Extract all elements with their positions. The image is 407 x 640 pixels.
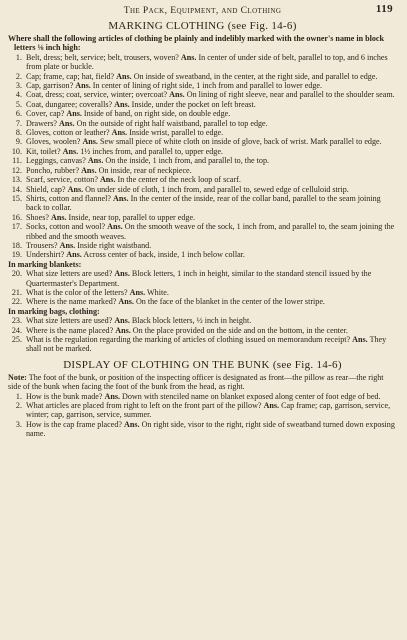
list-item bbox=[8, 250, 397, 259]
question-text: Where is the name placed? bbox=[26, 325, 114, 335]
answer-label: Ans. bbox=[107, 222, 123, 232]
question-text: Leggings, canvas? bbox=[26, 156, 86, 166]
section-title-display-bunk: DISPLAY OF CLOTHING ON THE BUNK (see Fig. 14-6) bbox=[63, 358, 342, 371]
answer-text: In the center of the inside, rear of the collar band, parallel to the seam joining back to collar. bbox=[26, 193, 381, 213]
answer-label: Ans. bbox=[118, 297, 134, 307]
item-number: 15. bbox=[11, 193, 22, 203]
answer-text: On inside, rear of neckpiece. bbox=[98, 165, 192, 175]
answer-text: Inside, near top, parallel to upper edge. bbox=[68, 212, 196, 222]
answer-text: Sew small piece of white cloth on inside of glove, back of wrist. Mark parallel to edge. bbox=[100, 137, 382, 147]
answer-label: Ans. bbox=[352, 335, 368, 344]
list-item bbox=[8, 128, 397, 137]
question-text: What is the color of the letters? bbox=[26, 287, 128, 297]
item-number: 18. bbox=[11, 240, 22, 250]
answer-text: On the face of the blanket in the center of the lower stripe. bbox=[135, 297, 325, 307]
question-text: What is the regulation regarding the marking of articles of clothing issued on memorandum receipt? bbox=[26, 335, 351, 344]
item-number: 3. bbox=[15, 419, 22, 429]
answer-label: Ans. bbox=[82, 137, 98, 147]
section-intro: Where shall the following articles of clothing be plainly and indelibly marked with the owner's name in block letters ⅛ inch high: bbox=[8, 34, 385, 53]
question-text: Kit, toilet? bbox=[26, 146, 61, 156]
item-number: 2. bbox=[15, 401, 22, 411]
list-item bbox=[8, 147, 397, 156]
item-number: 4. bbox=[15, 90, 22, 100]
answer-label: Ans. bbox=[114, 99, 130, 109]
answer-text: Cap frame; cap, garrison, service, winter; cap, garrison, service, summer. bbox=[26, 401, 391, 420]
note-text: The foot of the bunk, or position of the inspecting officer is designated as front—the pillow as rear—the right side of the bunk when facing the foot of the bunk from the head, as right. bbox=[8, 372, 384, 392]
answer-text: Inside wrist, parallel to edge. bbox=[129, 128, 224, 138]
item-number: 8. bbox=[15, 128, 22, 138]
question-text: Scarf, service, cotton? bbox=[26, 175, 98, 185]
answer-text: In center of lining of right side, 1 inch from and parallel to lower edge. bbox=[92, 81, 323, 91]
item-number: 23. bbox=[11, 316, 22, 326]
list-item bbox=[8, 109, 397, 118]
answer-label: Ans. bbox=[67, 184, 84, 194]
question-text: Coat, dress; coat, service, winter; overcoat? bbox=[26, 90, 168, 100]
item-number: 17. bbox=[11, 222, 22, 232]
item-number: 16. bbox=[11, 212, 22, 222]
question-text: Poncho, rubber? bbox=[26, 165, 80, 175]
question-text: Where is the name marked? bbox=[26, 297, 117, 307]
answer-text: Down with stenciled name on blanket exposed along center of foot edge of bed. bbox=[122, 391, 381, 401]
answer-text: In center of under side of belt, parallel to top, and 6 inches from plate or buckle. bbox=[26, 52, 388, 72]
question-text: How is the bunk made? bbox=[26, 391, 103, 401]
answer-label: Ans. bbox=[180, 52, 197, 62]
question-text: How is the cap frame placed? bbox=[26, 419, 122, 429]
item-number: 24. bbox=[11, 325, 22, 335]
list-item bbox=[8, 297, 397, 306]
answer-text: Inside, under the pocket on left breast. bbox=[131, 99, 256, 109]
item-number: 5. bbox=[15, 99, 22, 109]
question-text: Undershirt? bbox=[26, 250, 65, 260]
list-item bbox=[8, 213, 397, 222]
running-head-title: The Pack, Equipment, and Clothing bbox=[123, 5, 282, 16]
item-number: 10. bbox=[11, 146, 22, 156]
running-head bbox=[8, 3, 397, 19]
answer-text: Inside of band, on right side, on double edge. bbox=[83, 109, 231, 119]
item-number: 22. bbox=[11, 297, 22, 307]
item-number: 9. bbox=[15, 137, 22, 147]
item-number: 7. bbox=[15, 118, 22, 128]
question-text: What size letters are used? bbox=[26, 316, 113, 326]
page-number: 119 bbox=[375, 3, 393, 15]
answer-label: Ans. bbox=[129, 287, 146, 297]
answer-text: They shall not be marked. bbox=[26, 335, 387, 354]
answer-label: Ans. bbox=[114, 316, 130, 326]
item-number: 25. bbox=[11, 335, 22, 344]
answer-label: Ans. bbox=[114, 269, 130, 279]
answer-text: On the inside, 1 inch from, and parallel to, the top. bbox=[105, 156, 270, 166]
question-text: Cap; frame, cap; hat, field? bbox=[26, 71, 115, 81]
list-item bbox=[8, 222, 397, 241]
marking-bags-list bbox=[8, 316, 397, 354]
marking-blankets-list bbox=[8, 269, 397, 307]
list-item bbox=[8, 100, 397, 109]
answer-text: On right side, visor to the right, right side of sweatband turned down exposing name. bbox=[26, 419, 395, 439]
display-note bbox=[8, 373, 397, 392]
question-text: Cap, garrison? bbox=[26, 81, 74, 91]
answer-label: Ans. bbox=[50, 212, 67, 222]
subhead-bags: In marking bags, clothing: bbox=[8, 306, 100, 316]
answer-label: Ans. bbox=[87, 156, 104, 166]
question-text: Trousers? bbox=[26, 240, 58, 250]
list-item bbox=[8, 119, 397, 128]
item-number: 21. bbox=[11, 287, 22, 297]
item-number: 12. bbox=[11, 165, 22, 175]
item-number: 3. bbox=[15, 81, 22, 91]
list-item bbox=[8, 401, 397, 420]
question-text: Shirts, cotton and flannel? bbox=[26, 193, 111, 203]
answer-label: Ans. bbox=[66, 250, 82, 260]
answer-label: Ans. bbox=[99, 175, 116, 185]
list-item bbox=[8, 185, 397, 194]
question-text: Drawers? bbox=[26, 118, 58, 128]
answer-text: On the place provided on the side and on the bottom, in the center. bbox=[132, 325, 348, 335]
list-item bbox=[8, 137, 397, 146]
item-number: 14. bbox=[11, 184, 22, 194]
question-text: What articles are placed from right to left on the front part of the pillow? bbox=[26, 401, 262, 411]
list-item bbox=[8, 53, 397, 72]
subhead-blankets: In marking blankets: bbox=[8, 259, 82, 269]
answer-label: Ans. bbox=[62, 146, 79, 156]
list-item bbox=[8, 156, 397, 165]
item-number: 19. bbox=[11, 250, 22, 260]
list-item bbox=[8, 72, 397, 81]
answer-text: On under side of cloth, 1 inch from, and parallel to, sewed edge of celluloid strip. bbox=[85, 184, 349, 194]
item-number: 20. bbox=[11, 269, 22, 279]
list-item bbox=[8, 166, 397, 175]
answer-text: Across center of back, inside, 1 inch below collar. bbox=[83, 250, 245, 260]
question-text: Coat, dungaree; coveralls? bbox=[26, 99, 113, 109]
answer-text: White. bbox=[147, 287, 169, 297]
answer-text: On lining of right sleeve, near and parallel to the shoulder seam. bbox=[186, 90, 395, 100]
question-text: What size letters are used? bbox=[26, 269, 113, 279]
answer-text: 1½ inches from, and parallel to, upper edge. bbox=[80, 146, 223, 156]
answer-label: Ans. bbox=[113, 193, 129, 203]
answer-text: Block letters, 1 inch in height, similar to the standard stencil issued by the Quartermaster's Department. bbox=[26, 269, 372, 288]
answer-label: Ans. bbox=[116, 71, 132, 81]
answer-label: Ans. bbox=[263, 401, 280, 411]
item-number: 11. bbox=[12, 156, 22, 166]
list-item bbox=[8, 316, 397, 325]
list-item bbox=[8, 81, 397, 90]
list-item bbox=[8, 420, 397, 439]
question-text: Shoes? bbox=[26, 212, 49, 222]
answer-label: Ans. bbox=[169, 90, 185, 100]
item-number: 1. bbox=[15, 52, 22, 62]
answer-text: On the outside of right half waistband, parallel to top edge. bbox=[76, 118, 268, 128]
answer-text: Inside right waistband. bbox=[77, 240, 152, 250]
list-item bbox=[8, 241, 397, 250]
answer-label: Ans. bbox=[124, 419, 140, 429]
answer-label: Ans. bbox=[115, 325, 131, 335]
item-number: 6. bbox=[15, 109, 22, 119]
answer-label: Ans. bbox=[111, 128, 128, 138]
answer-label: Ans. bbox=[66, 109, 82, 119]
list-item bbox=[8, 392, 397, 401]
answer-label: Ans. bbox=[75, 81, 91, 91]
item-number: 2. bbox=[15, 71, 22, 81]
item-number: 1. bbox=[15, 391, 22, 401]
list-item bbox=[8, 326, 397, 335]
list-item bbox=[8, 175, 397, 184]
answer-text: In the center of the neck loop of scarf. bbox=[117, 175, 241, 185]
question-text: Gloves, woolen? bbox=[26, 137, 81, 147]
answer-text: On inside of sweatband, in the center, at the right side, and parallel to edge. bbox=[133, 71, 378, 81]
answer-label: Ans. bbox=[59, 240, 76, 250]
marking-clothing-list bbox=[8, 53, 397, 260]
section-title-marking-clothing: MARKING CLOTHING (see Fig. 14-6) bbox=[108, 20, 297, 32]
answer-label: Ans. bbox=[59, 118, 75, 128]
question-text: Gloves, cotton or leather? bbox=[26, 128, 110, 138]
list-item bbox=[8, 90, 397, 99]
item-number: 13. bbox=[11, 175, 22, 185]
answer-label: Ans. bbox=[104, 391, 120, 401]
display-bunk-list bbox=[8, 392, 397, 439]
question-text: Socks, cotton and wool? bbox=[26, 222, 106, 232]
answer-text: On the smooth weave of the sock, 1 inch from, and parallel to, the seam joining the ribbed and the smooth weaves. bbox=[26, 222, 395, 241]
question-text: Cover, cap? bbox=[26, 109, 65, 119]
list-item bbox=[8, 288, 397, 297]
note-label: Note: bbox=[8, 372, 27, 382]
question-text: Shield, cap? bbox=[26, 184, 66, 194]
answer-text: Black block letters, ½ inch in height. bbox=[131, 316, 252, 326]
list-item bbox=[8, 335, 397, 354]
question-text: Belt, dress; belt, service; belt, trousers, woven? bbox=[26, 52, 179, 62]
list-item bbox=[8, 269, 397, 288]
list-item bbox=[8, 194, 397, 213]
answer-label: Ans. bbox=[81, 165, 97, 175]
